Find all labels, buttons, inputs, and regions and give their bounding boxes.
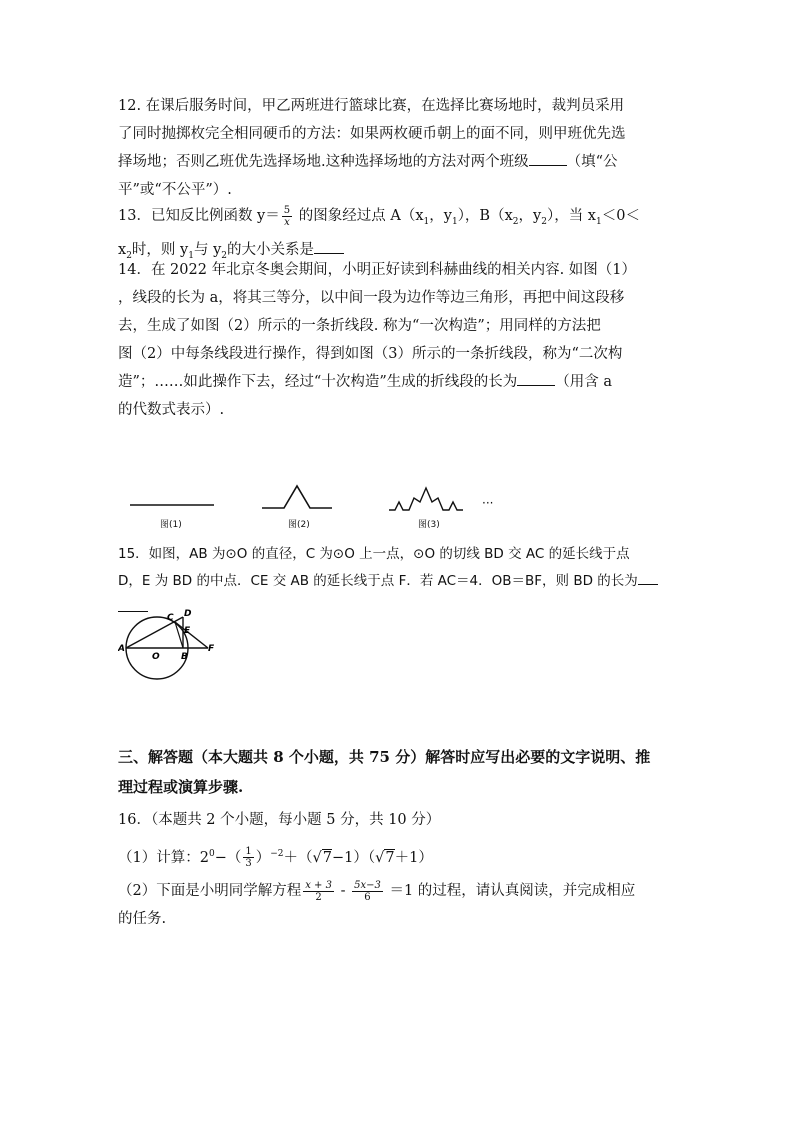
- q13-line2: $x_2$时，则 $y_1$与 $y_2$的大小关系是: [118, 236, 678, 270]
- q16-part2-line2: 的任务.: [118, 911, 167, 927]
- koch-fig3-curve: [389, 488, 463, 510]
- q12-line3: 择场地；否则乙班优先选择场地.这种选择场地的方法对两个班级 （填“公: [118, 148, 678, 176]
- q14-line3: 去，生成了如图（2）所示的一条折线段. 称为“一次构造”；用同样的方法把: [118, 318, 601, 334]
- answer-blank: [517, 369, 555, 386]
- question-16: [118, 806, 678, 834]
- koch-figures: [0, 478, 794, 538]
- sqrt-symbol: √: [375, 849, 385, 866]
- label-b: B: [181, 652, 188, 662]
- fig2-label: 图(2): [288, 520, 310, 530]
- fig3-label: 图(3): [418, 520, 440, 530]
- q16-part1: （1）计算：$2^0-$（ $\frac{1}{3}$ ）$^{-2}$＋（√7−1）（√7＋1）: [118, 846, 433, 870]
- sqrt-symbol: √: [312, 849, 322, 866]
- ellipsis: ···: [482, 496, 494, 510]
- koch-fig2-curve: [262, 486, 332, 508]
- q16-part2: （2）下面是小明同学解方程 $\frac{x + 3}{2}$ - $\frac{5x-3}{6}$ ＝1 的过程，请认真阅读，并完成相应 的任务.: [118, 877, 678, 933]
- q12-line2: 了同时抛掷枚完全相同硬币的方法：如果两枚硬币朝上的面不同，则甲班优先选: [118, 126, 626, 142]
- label-f: F: [208, 644, 215, 654]
- q15-line2: D，E 为 BD 的中点．CE 交 AB 的延长线于点 F．若 AC＝4．OB＝BF，则 BD 的长为: [118, 568, 678, 595]
- label-c: C: [167, 613, 174, 623]
- fraction-1-over-3: $\frac{1}{3}$: [245, 846, 252, 870]
- label-d: D: [184, 609, 192, 619]
- fraction-5x-minus-3-over-6: $\frac{5x-3}{6}$: [354, 879, 381, 903]
- fraction-5-over-x: $\frac{5}{x}$: [283, 204, 291, 228]
- q16-title: 16．（本题共 2 个小题，每小题 5 分，共 10 分）: [118, 812, 441, 828]
- q14-line1: 14．在 2022 年北京冬奥会期间，小明正好读到科赫曲线的相关内容. 如图（1）: [118, 262, 637, 278]
- label-e: E: [184, 626, 191, 636]
- line-ad: [126, 617, 183, 648]
- q14-line2: ，线段的长为 a，将其三等分，以中间一段为边作等边三角形，再把中间这段移: [118, 290, 625, 306]
- q14-line6: 的代数式表示）.: [118, 402, 225, 418]
- label-o: O: [152, 652, 160, 662]
- circle-geometry-figure: [118, 607, 238, 687]
- line-cf: [175, 622, 208, 648]
- q14-line5: 造”；……如此操作下去，经过“十次构造”生成的折线段的长为 （用含 a: [118, 368, 678, 396]
- answer-blank: [638, 568, 658, 585]
- answer-blank: [529, 149, 567, 166]
- q12-line1: 12. 在课后服务时间，甲乙两班进行篮球比赛，在选择比赛场地时，裁判员采用: [118, 98, 625, 114]
- label-a: A: [118, 644, 125, 654]
- fig1-label: 图(1): [160, 520, 182, 530]
- q13-line1: 13．已知反比例函数 y＝ $\frac{5}{x}$ 的图象经过点 $A(x_1$，$y_1$），$B(x_2$，$y_2$），当 $x_1<0<$: [118, 204, 640, 228]
- fraction-x-plus-3-over-2: $\frac{x + 3}{2}$: [305, 879, 332, 903]
- q14-line4: 图（2）中每条线段进行操作，得到如图（3）所示的一条折线段，称为“二次构: [118, 346, 623, 362]
- question-12: [118, 92, 678, 204]
- question-14: [118, 256, 678, 424]
- q12-line4: 平”或“不公平”）.: [118, 182, 232, 198]
- answer-blank: [314, 237, 344, 254]
- q15-line1: 15．如图，AB 为⊙O 的直径，C 为⊙O 上一点，⊙O 的切线 BD 交 AC 的延长线于点: [118, 546, 630, 562]
- section-3-heading: 三、解答题（本大题共 8 个小题，共 75 分）解答时应写出必要的文字说明、推 理过程或演算步骤.: [118, 748, 651, 796]
